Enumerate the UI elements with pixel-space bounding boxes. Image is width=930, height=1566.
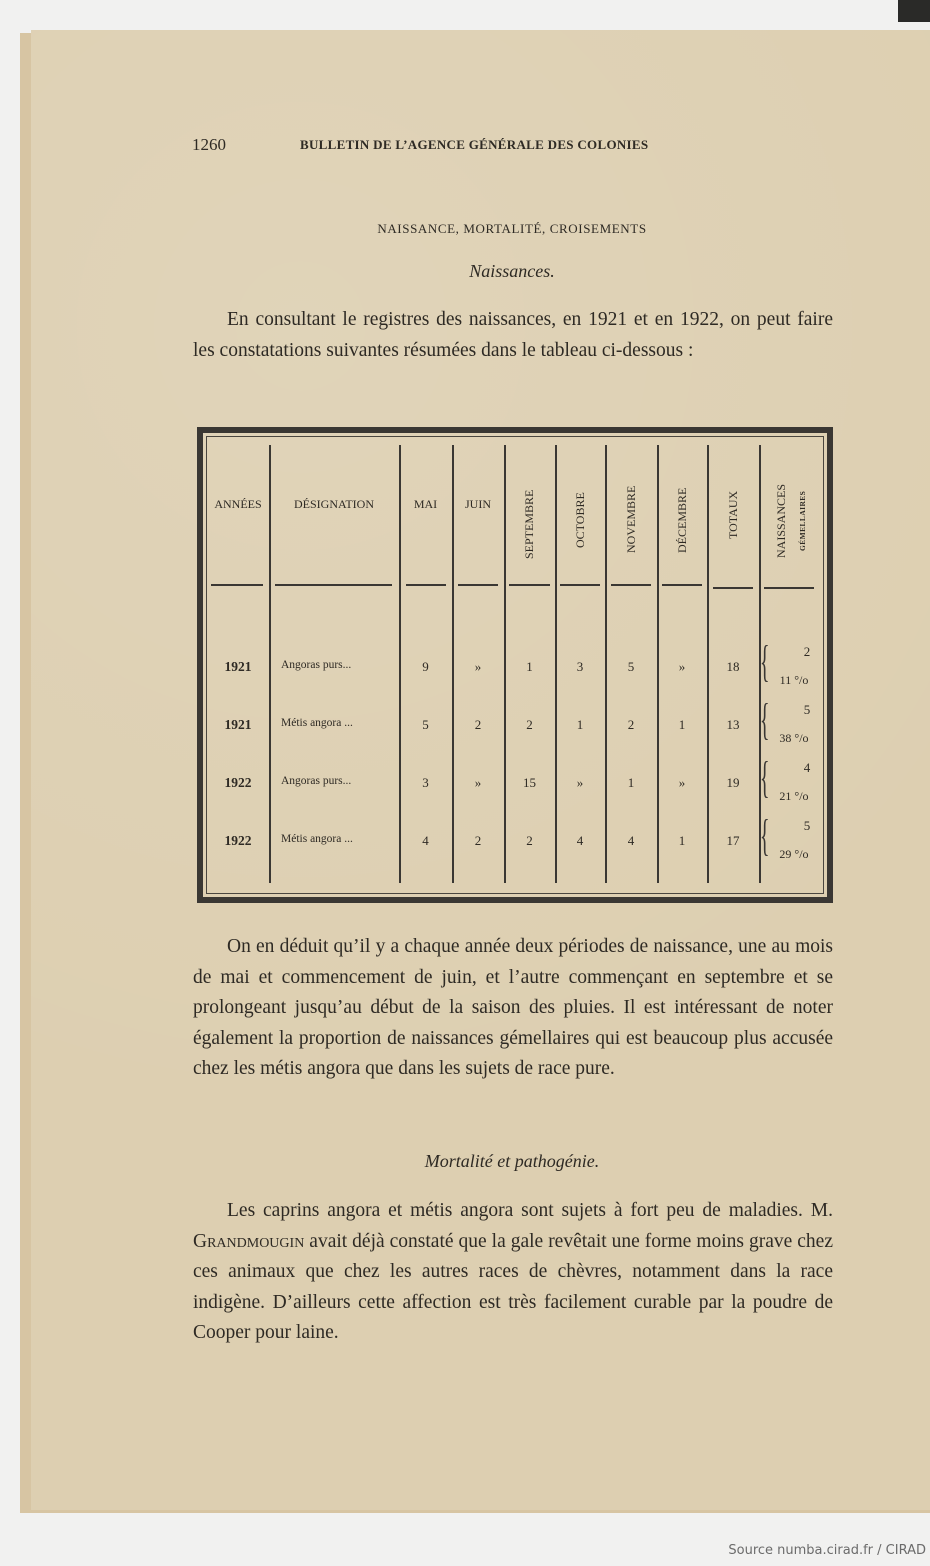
brace: { [760,637,770,686]
header-gemellaires: GÉMELLAIRES [798,490,807,551]
paragraph-deduction [193,932,833,1085]
header-juin: JUIN [465,497,491,511]
births-table [197,427,833,903]
cell-totaux: 18 [726,659,740,674]
header-septembre: SEPTEMBRE [522,489,536,559]
header-annees: ANNÉES [214,497,262,511]
header-octobre: OCTOBRE [573,492,587,548]
header-totaux: TOTAUX [726,490,740,539]
cell-gemellaires-nombre: 5 [803,702,811,717]
subheading-mortalite: Mortalité et pathogénie. [424,1151,600,1171]
cell-decembre: 1 [678,833,686,848]
header-mai: MAI [413,497,438,511]
cell-septembre: 1 [526,659,533,674]
paragraph-intro-text: En consultant le registres des naissances, en 1921 et en 1922, on peut faire les constatations suivantes résumées dans le tableau ci-dessous : [193,309,833,361]
cell-octobre: 3 [576,659,584,674]
table-inner-border [206,436,824,894]
brace: { [760,695,770,744]
cell-novembre: 5 [627,659,635,674]
cell-gemellaires-nombre: 5 [803,818,811,833]
cell-juin: » [474,775,482,790]
paragraph-mortalite [193,1196,833,1349]
paragraph-deduction-text: On en déduit qu’il y a chaque année deux périodes de naissance, une au mois de mai et commencement de juin, et l’autre commençant en septembre et se prolongeant jusqu’au début de la saison des pluies. Il est intéressant de noter également la proportion de naissances gémellaires qui est beaucoup plus accusée chez les métis angora que dans les sujets de race pure. [193,936,833,1079]
cell-octobre: 4 [576,833,584,848]
cell-decembre: » [678,775,686,790]
brace: { [760,753,770,802]
cell-designation: Métis angora ... [281,833,353,845]
cell-septembre: 2 [526,833,533,848]
cell-annee: 1921 [224,717,252,732]
page-number: 1260 [192,135,226,154]
cell-designation: Métis angora ... [281,717,353,729]
cell-mai: 9 [422,659,429,674]
scan-corner [898,0,930,22]
cell-totaux: 19 [726,775,740,790]
cell-mai: 3 [422,775,429,790]
paragraph-intro [193,305,833,366]
cell-octobre: 1 [576,717,584,732]
cell-gemellaires-pct: 21 °/o [779,789,809,803]
header-designation: DÉSIGNATION [294,497,374,511]
cell-totaux: 17 [726,833,740,848]
cell-totaux: 13 [726,717,740,732]
author-name: Grandmougin [193,1230,305,1252]
cell-designation: Angoras purs... [281,659,352,671]
cell-gemellaires-nombre: 4 [803,760,811,775]
cell-annee: 1921 [224,659,252,674]
cell-septembre: 15 [523,775,536,790]
running-head [192,135,732,155]
cell-octobre: » [576,775,584,790]
cell-juin: 2 [474,833,482,848]
cell-decembre: » [678,659,686,674]
cell-mai: 4 [422,833,429,848]
cell-annee: 1922 [224,775,252,790]
cell-annee: 1922 [224,833,252,848]
cell-mai: 5 [422,717,429,732]
cell-gemellaires-pct: 38 °/o [779,731,809,745]
cell-novembre: 1 [627,775,635,790]
paragraph-mortalite-text-1: Les caprins angora et métis angora sont sujets à fort peu de maladies. M. [227,1200,833,1221]
brace: { [760,811,770,860]
cell-novembre: 4 [627,833,635,848]
journal-title: BULLETIN DE L’AGENCE GÉNÉRALE DES COLONIES [300,137,649,152]
cell-juin: 2 [474,717,482,732]
paragraph-mortalite-text-2: avait déjà constaté que la gale revêtait une forme moins grave chez ces animaux que chez les autres races de chèvres, notamment dans la race indigène. D’ailleurs cette affection est très facilement curable par la poudre de Cooper pour laine. [193,1230,833,1343]
header-novembre: NOVEMBRE [624,485,638,553]
subheading-naissances: Naissances. [469,261,555,281]
cell-novembre: 2 [627,717,635,732]
cell-gemellaires-pct: 11 °/o [779,673,809,687]
cell-juin: » [474,659,482,674]
header-naissances: NAISSANCES [774,483,788,558]
source-credit: Source numba.cirad.fr / CIRAD [728,1543,926,1558]
cell-decembre: 1 [678,717,686,732]
header-decembre: DÉCEMBRE [675,487,689,553]
cell-designation: Angoras purs... [281,775,352,787]
cell-septembre: 2 [526,717,533,732]
cell-gemellaires-nombre: 2 [803,644,811,659]
cell-gemellaires-pct: 29 °/o [779,847,809,861]
section-title: NAISSANCE, MORTALITÉ, CROISEMENTS [377,221,647,236]
